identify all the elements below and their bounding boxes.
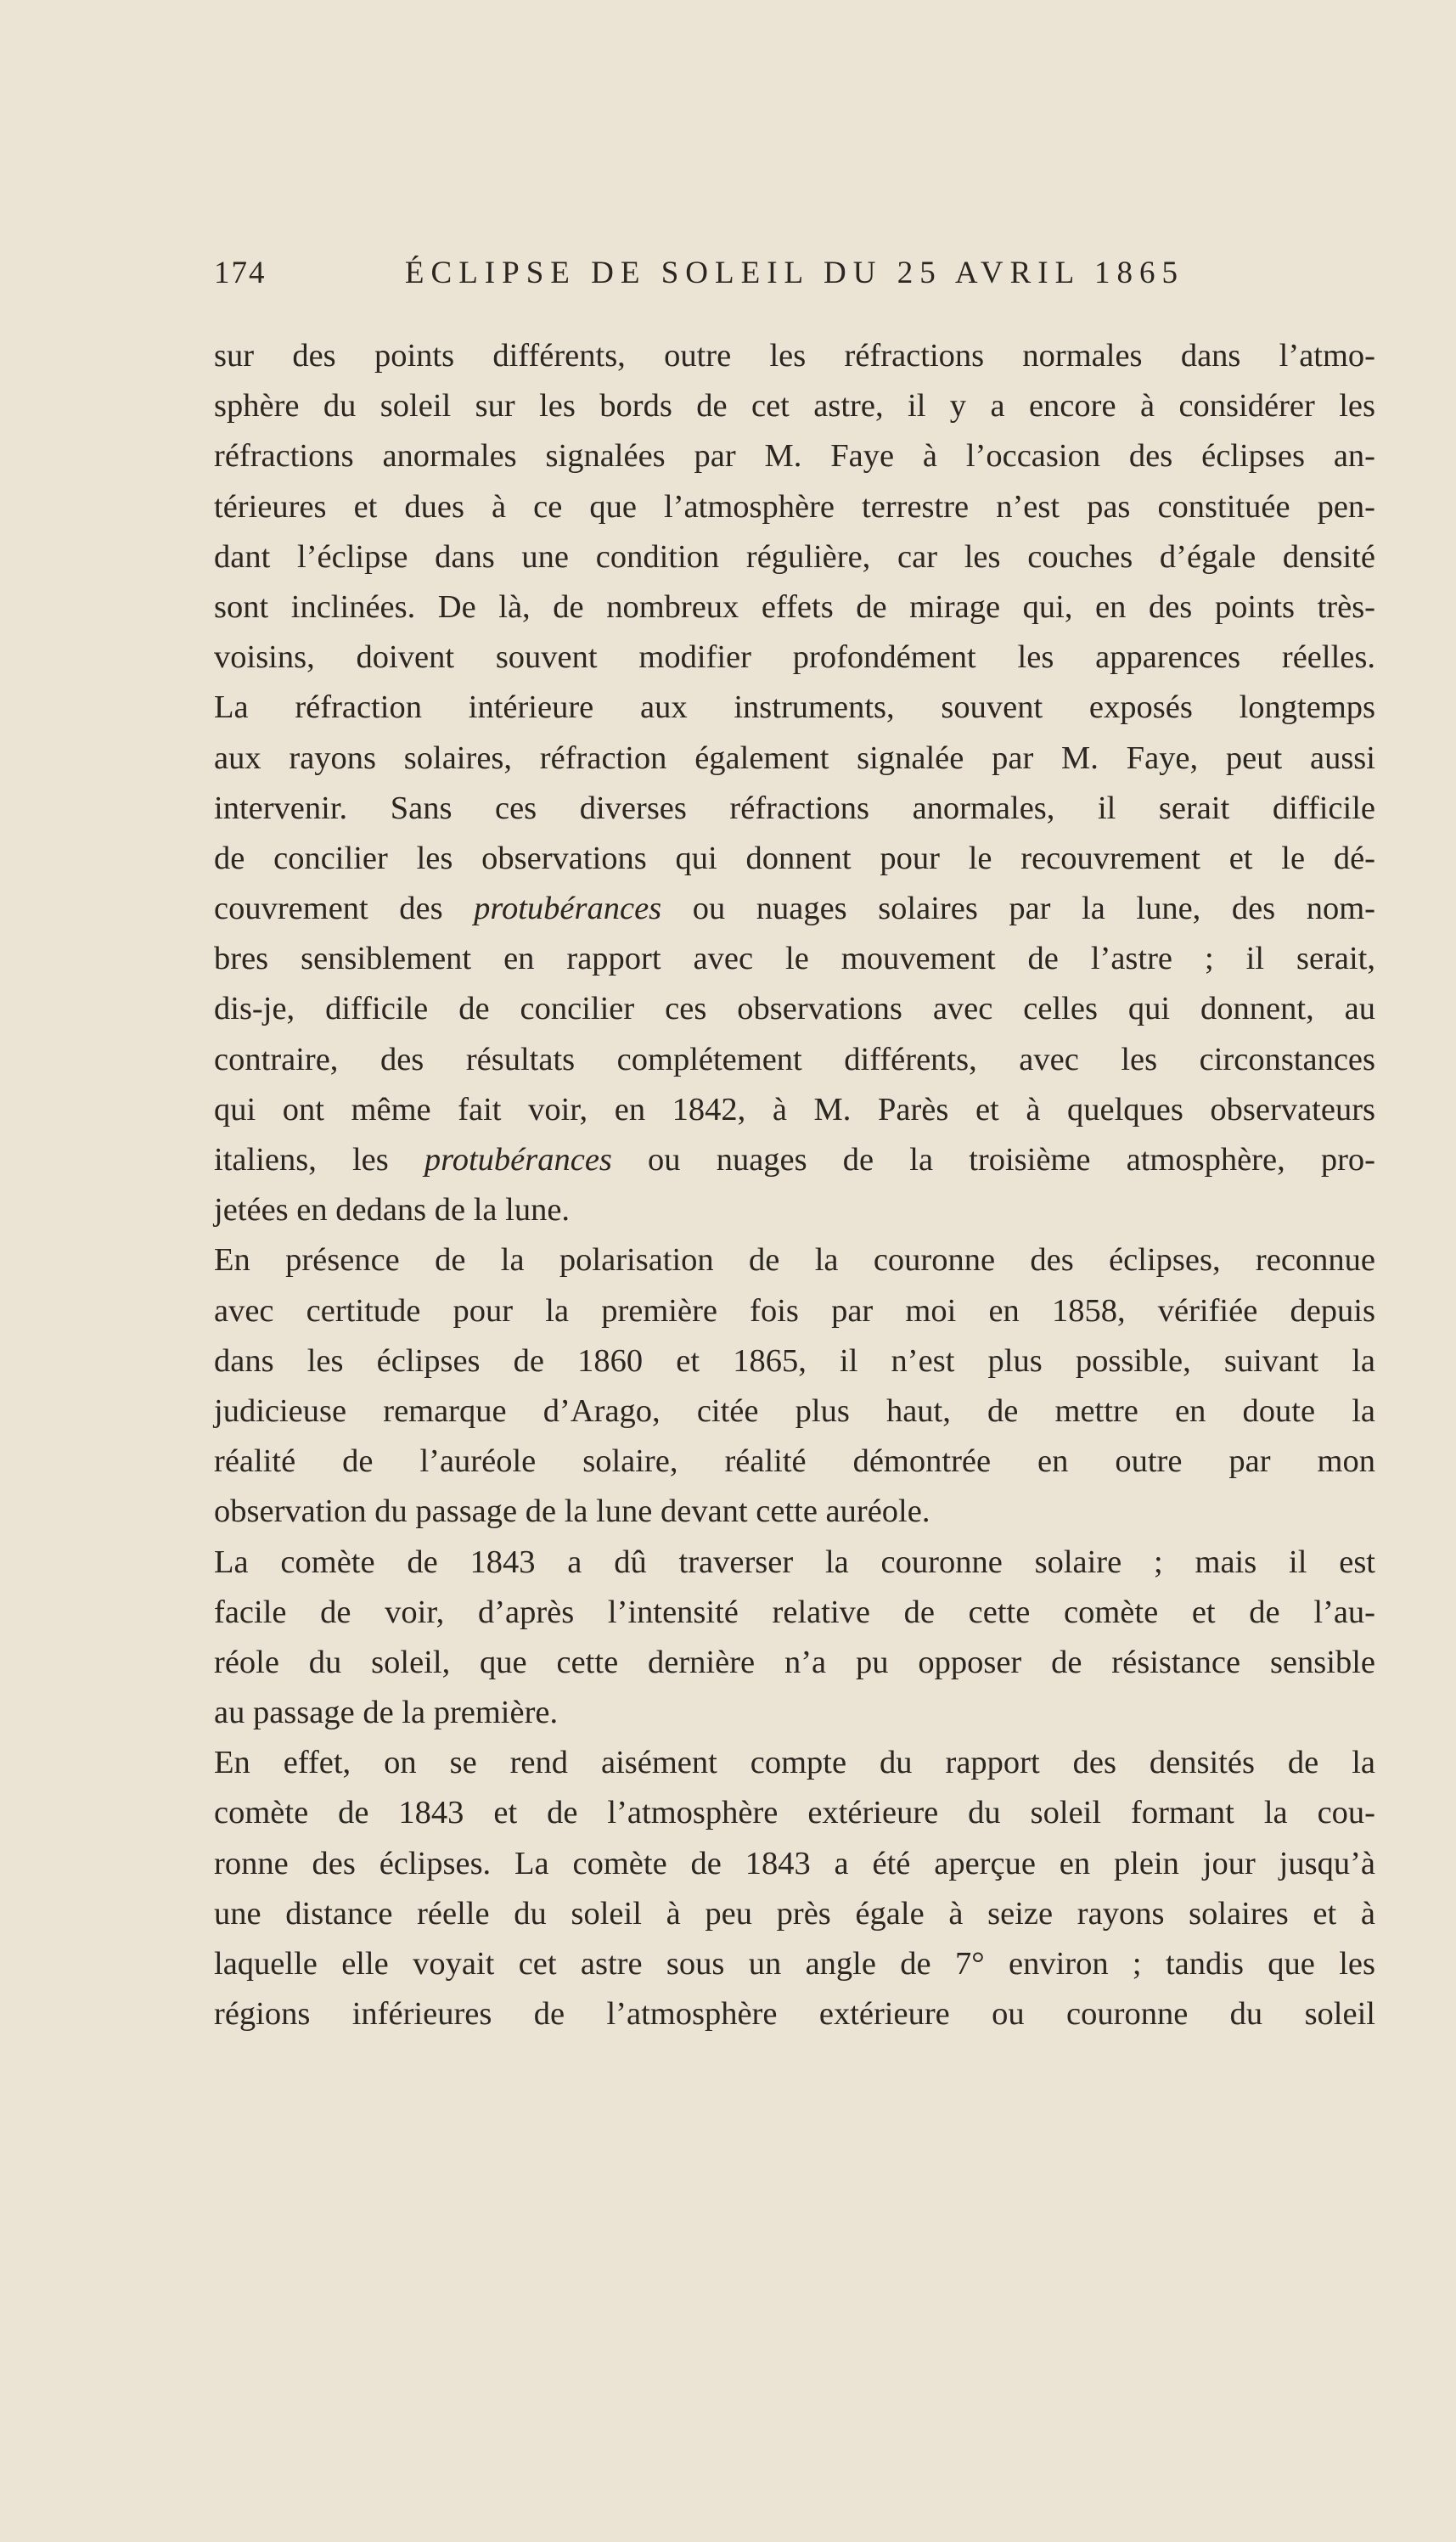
text-line: contraire, des résultats complétement différents, avec les circonstances [214,1041,1375,1077]
text-line: bres sensiblement en rapport avec le mouvement de l’astre ; il serait, [214,941,1375,977]
text-line: En présence de la polarisation de la couronne des éclipses, reconnue [214,1242,1375,1279]
text-line: comète de 1843 et de l’atmosphère extérieure du soleil formant la cou- [214,1795,1375,1831]
text-line: En effet, on se rend aisément compte du rapport des densités de la [214,1745,1375,1781]
page-number: 174 [214,256,267,290]
text-line: facile de voir, d’après l’intensité relative de cette comète et de l’au- [214,1594,1375,1630]
text-line: La comète de 1843 a dû traverser la couronne solaire ; mais il est [214,1544,1375,1580]
text-line: aux rayons solaires, réfraction également signalée par M. Faye, peut aussi [214,740,1375,776]
text-segment: couvrement des [214,891,475,927]
text-line: sphère du soleil sur les bords de cet astre, il y a encore à considérer les [214,388,1375,425]
text-line [214,1135,1375,1185]
text-line: au passage de la première. [214,1695,559,1731]
text-line: dans les éclipses de 1860 et 1865, il n’est plus possible, suivant la [214,1342,1375,1379]
text-line: dant l’éclipse dans une condition régulière, car les couches d’égale densité [214,538,1375,575]
text-segment: italiens, les [214,1142,424,1178]
text-line: sur des points différents, outre les réfractions normales dans l’atmo- [214,338,1375,374]
running-title: ÉCLIPSE DE SOLEIL DU 25 AVRIL 1865 [404,256,1185,290]
text-line: judicieuse remarque d’Arago, citée plus haut, de mettre en doute la [214,1392,1375,1429]
text-line: ronne des éclipses. La comète de 1843 a été aperçue en plein jour jusqu’à [214,1845,1375,1881]
text-line: régions inférieures de l’atmosphère extérieure ou couronne du soleil [214,1996,1375,2033]
text-line: qui ont même fait voir, en 1842, à M. Parès et à quelques observateurs [214,1091,1375,1128]
text-line: observation du passage de la lune devant cette auréole. [214,1493,930,1530]
text-line: térieures et dues à ce que l’atmosphère terrestre n’est pas constituée pen- [214,488,1375,525]
text-line: réfractions anormales signalées par M. Faye à l’occasion des éclipses an- [214,438,1375,475]
text-line: jetées en dedans de la lune. [214,1192,571,1229]
text-line: dis-je, difficile de concilier ces observations avec celles qui donnent, au [214,991,1375,1027]
text-line: laquelle elle voyait cet astre sous un angle de 7° environ ; tandis que les [214,1946,1375,1982]
text-line: réalité de l’auréole solaire, réalité démontrée en outre par mon [214,1443,1375,1480]
text-line: de concilier les observations qui donnent pour le recouvrement et le dé- [214,840,1375,876]
text-segment: ou nuages solaires par la lune, des nom- [661,891,1375,927]
text-line: sont inclinées. De là, de nombreux effets de mirage qui, en des points très- [214,588,1375,625]
text-line: La réfraction intérieure aux instruments, souvent exposés longtemps [214,689,1375,726]
italic-term: protubérances [424,1142,612,1178]
italic-term: protubérances [474,891,662,927]
page-header [214,255,1375,297]
text-line: avec certitude pour la première fois par moi en 1858, vérifiée depuis [214,1292,1375,1329]
text-line: voisins, doivent souvent modifier profondément les apparences réelles. [214,639,1375,676]
text-line: une distance réelle du soleil à peu près égale à seize rayons solaires et à [214,1895,1375,1932]
text-line: réole du soleil, que cette dernière n’a pu opposer de résistance sensible [214,1644,1375,1680]
text-line [214,884,1375,934]
text-segment: ou nuages de la troisième atmosphère, pro- [611,1142,1375,1178]
text-line: intervenir. Sans ces diverses réfractions anormales, il serait difficile [214,790,1375,826]
body-text [214,331,1375,2039]
